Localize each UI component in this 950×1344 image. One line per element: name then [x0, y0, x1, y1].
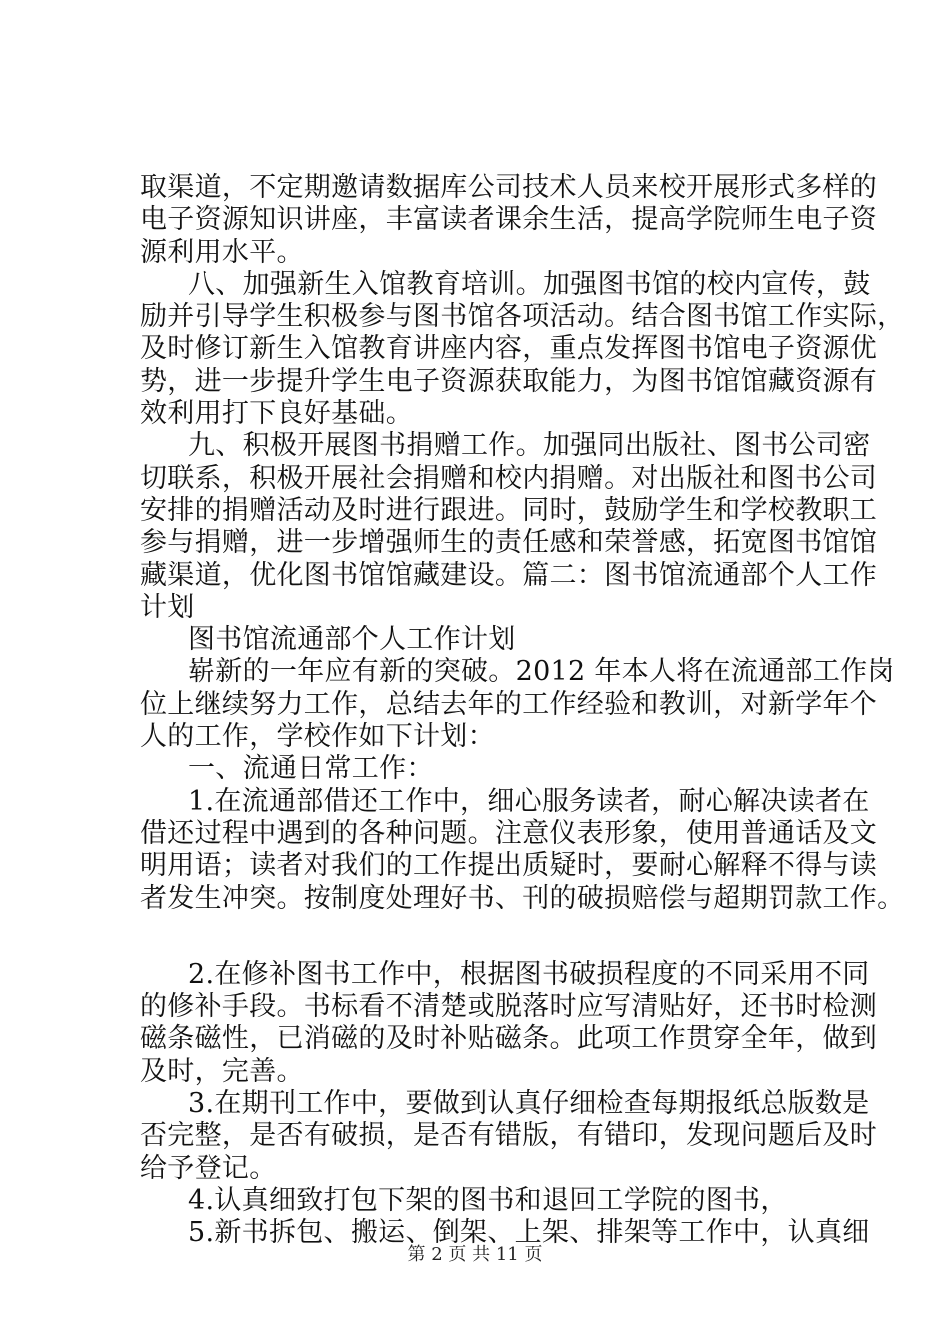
text-line: 3.在期刊工作中，要做到认真仔细检查每期报纸总版数是 [188, 1088, 870, 1120]
text-line: 人的工作，学校作如下计划： [140, 721, 495, 753]
text-line: 势，进一步提升学生电子资源获取能力，为图书馆馆藏资源有 [140, 365, 878, 397]
text-line: 计划 [140, 591, 195, 623]
section-heading: 图书馆流通部个人工作计划 [188, 624, 516, 656]
text-line: 崭新的一年应有新的突破。2012 年本人将在流通部工作岗 [188, 656, 895, 688]
text-line: 者发生冲突。按制度处理好书、刊的破损赔偿与超期罚款工作。 [140, 882, 905, 914]
page-number-footer: 第 2 页 共 11 页 [407, 1244, 543, 1265]
text-line: 明用语；读者对我们的工作提出质疑时，要耐心解释不得与读 [140, 850, 878, 882]
text-line: 磁条磁性，已消磁的及时补贴磁条。此项工作贯穿全年，做到 [140, 1023, 878, 1055]
text-line: 八、加强新生入馆教育培训。加强图书馆的校内宣传，鼓 [188, 268, 871, 300]
text-line: 参与捐赠，进一步增强师生的责任感和荣誉感，拓宽图书馆馆 [140, 527, 878, 559]
text-line: 励并引导学生积极参与图书馆各项活动。结合图书馆工作实际， [140, 301, 905, 333]
text-line: 源利用水平。 [140, 236, 304, 268]
text-line: 给予登记。 [140, 1152, 277, 1184]
text-line: 及时修订新生入馆教育讲座内容，重点发挥图书馆电子资源优 [140, 333, 878, 365]
text-line: 及时，完善。 [140, 1055, 304, 1087]
paragraph-gap [140, 915, 840, 959]
text-line: 的修补手段。书标看不清楚或脱落时应写清贴好，还书时检测 [140, 991, 878, 1023]
text-line: 取渠道，不定期邀请数据库公司技术人员来校开展形式多样的 [140, 172, 878, 203]
text-line: 借还过程中遇到的各种问题。注意仪表形象，使用普通话及文 [140, 817, 878, 849]
text-line: 1.在流通部借还工作中，细心服务读者，耐心解决读者在 [188, 785, 870, 817]
text-line: 4.认真细致打包下架的图书和退回工学院的图书， [188, 1184, 788, 1216]
text-line: 否完整，是否有破损，是否有错版，有错印，发现问题后及时 [140, 1120, 878, 1152]
document-body [140, 172, 905, 1250]
text-line: 九、积极开展图书捐赠工作。加强同出版社、图书公司密 [188, 430, 871, 462]
text-line: 效利用打下良好基础。 [140, 398, 413, 430]
text-line: 2.在修补图书工作中，根据图书破损程度的不同采用不同 [188, 958, 870, 990]
text-line: 安排的捐赠活动及时进行跟进。同时，鼓励学生和学校教职工 [140, 494, 878, 526]
text-line: 5.新书拆包、搬运、倒架、上架、排架等工作中，认真细 [188, 1217, 870, 1249]
text-line: 切联系，积极开展社会捐赠和校内捐赠。对出版社和图书公司 [140, 462, 878, 494]
text-line: 位上继续努力工作，总结去年的工作经验和教训，对新学年个 [140, 688, 878, 720]
text-line: 一、流通日常工作： [188, 753, 434, 785]
text-line: 藏渠道，优化图书馆馆藏建设。篇二：图书馆流通部个人工作 [140, 559, 878, 591]
text-line: 电子资源知识讲座，丰富读者课余生活，提高学院师生电子资 [140, 204, 878, 236]
